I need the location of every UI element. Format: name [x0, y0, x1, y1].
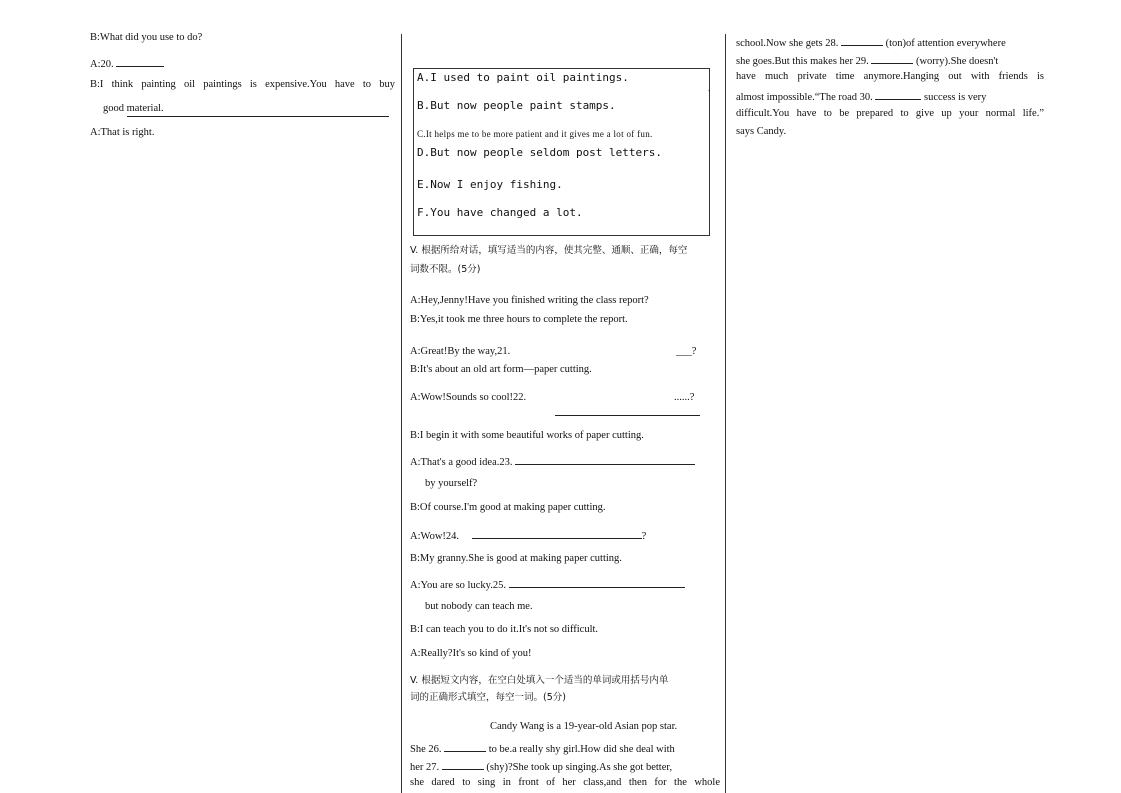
options-box: [413, 68, 710, 236]
blank-24[interactable]: [472, 527, 642, 539]
underlined-word: material.: [127, 102, 389, 117]
dialogue-line: B:Yes,it took me three hours to complete the report.: [410, 314, 628, 325]
option-b: B.But now people paint stamps.: [417, 99, 616, 112]
passage-line-28: school.Now she gets 28. (ton)of attention everywhere: [736, 34, 1044, 51]
blank-28[interactable]: [841, 34, 883, 46]
dialogue-line-continued: but nobody can teach me.: [425, 601, 533, 612]
column-divider-right: [725, 34, 726, 793]
blank-27[interactable]: [442, 758, 484, 770]
dialogue-line: B:Of course.I'm good at making paper cutting.: [410, 502, 606, 513]
dialogue-line: A:That is right.: [90, 127, 155, 138]
blank-25[interactable]: [509, 576, 685, 588]
option-c: C.It helps me to be more patient and it gives me a lot of fun.: [417, 129, 653, 139]
blank-22-line[interactable]: [555, 404, 700, 416]
section-heading-continued: 词数不限。(5分): [410, 264, 481, 275]
column-divider-left: [401, 34, 402, 793]
dialogue-line: B:My granny.She is good at making paper cutting.: [410, 553, 622, 564]
blank-23[interactable]: [515, 453, 695, 465]
passage-line: have much private time anymore.Hanging out with friends is: [736, 71, 1044, 82]
option-e: E.Now I enjoy fishing.: [417, 178, 563, 191]
passage-line-29: she goes.But this makes her 29. (worry).She doesn't: [736, 52, 1044, 69]
dialogue-line: B:I think painting oil paintings is expensive.You have to buy: [90, 79, 395, 90]
dialogue-line-continued: good material.: [103, 102, 395, 117]
option-f: F.You have changed a lot.: [417, 206, 583, 219]
section-heading: V. 根据所给对话，填写适当的内容，使其完整、通顺、正确，每空: [410, 245, 688, 256]
answer-line-20: A:20.: [90, 55, 395, 72]
dialogue-line-22: A:Wow!Sounds so cool!22. ......?: [410, 392, 695, 403]
dialogue-line-continued: by yourself?: [425, 478, 478, 489]
blank-21[interactable]: ___?: [676, 346, 697, 357]
blank-20[interactable]: [116, 55, 164, 67]
dialogue-line-25: A:You are so lucky.25.: [410, 576, 720, 593]
blank-26[interactable]: [444, 740, 486, 752]
passage-line-26: She 26. to be.a really shy girl.How did she deal with: [410, 740, 720, 757]
section-heading-continued: 词的正确形式填空，每空一词。(5分): [410, 692, 566, 703]
passage-line: says Candy.: [736, 126, 787, 137]
passage-line-27: her 27. (shy)?She took up singing.As she got better,: [410, 758, 720, 775]
option-d: D.But now people seldom post letters.: [417, 146, 663, 159]
passage-line: Candy Wang is a 19-year-old Asian pop star.: [490, 721, 678, 732]
dialogue-line-21: A:Great!By the way,21. ___?: [410, 346, 697, 357]
dialogue-line: B:I can teach you to do it.It's not so difficult.: [410, 624, 599, 635]
option-a: A.I used to paint oil paintings.: [417, 71, 629, 84]
dialogue-line: A:Hey,Jenny!Have you finished writing the class report?: [410, 295, 649, 306]
dialogue-line: A:Really?It's so kind of you!: [410, 648, 532, 659]
blank-22[interactable]: ......?: [674, 392, 695, 403]
passage-line: difficult.You have to be prepared to give up your normal life.”: [736, 108, 1044, 119]
dialogue-line: B:I begin it with some beautiful works of paper cutting.: [410, 430, 644, 441]
dialogue-line: B:It's about an old art form—paper cutting.: [410, 364, 592, 375]
stray-mark: .: [708, 83, 711, 93]
dialogue-line: B:What did you use to do?: [90, 32, 203, 43]
dialogue-line-23: A:That's a good idea.23.: [410, 453, 720, 470]
dialogue-line-24: A:Wow!24. ?: [410, 527, 720, 544]
passage-line-30: almost impossible.“The road 30. success is very: [736, 88, 1044, 105]
section-heading: V. 根据短文内容，在空白处填入一个适当的单词或用括号内单: [410, 675, 669, 686]
blank-30[interactable]: [875, 88, 921, 100]
blank-29[interactable]: [871, 52, 913, 64]
passage-line: she dared to sing in front of her class,and then for the whole: [410, 777, 720, 788]
